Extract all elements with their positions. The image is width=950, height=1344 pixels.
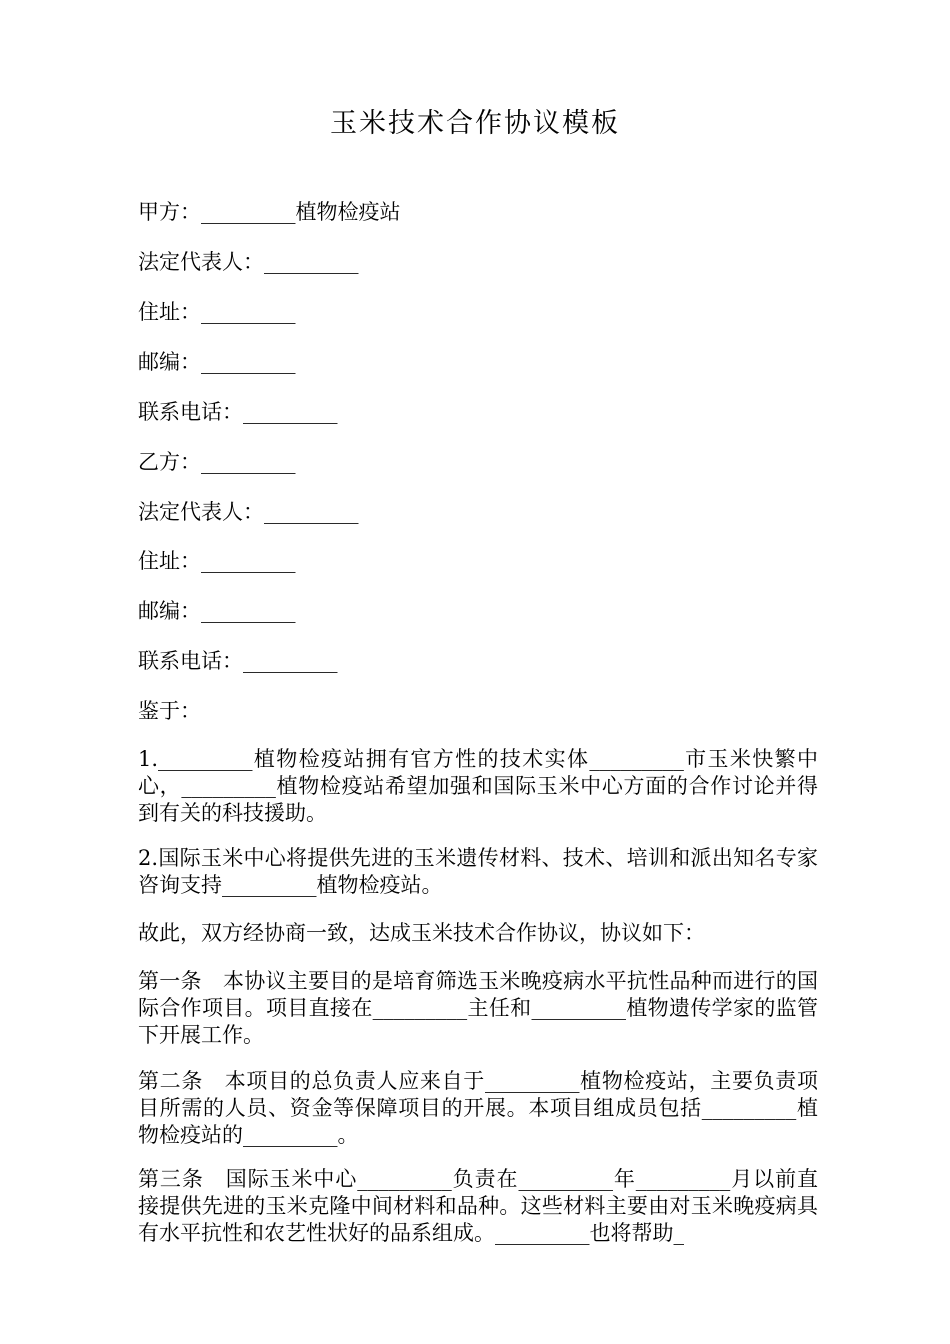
party-a-legal-rep: 法定代表人：_________ [138, 250, 359, 274]
clause-whereas-2: 2.国际玉米中心将提供先进的玉米遗传材料、技术、培训和派出知名专家咨询支持_________植物检疫站。 [138, 846, 818, 897]
clause-article-1: 第一条 本协议主要目的是培育筛选玉米晚疫病水平抗性品种而进行的国际合作项目。项目直接在_________主任和_________植物遗传学家的监管下开展工作。 [138, 969, 818, 1047]
whereas-heading: 鉴于： [138, 699, 201, 723]
clause-whereas-1: 1._________植物检疫站拥有官方性的技术实体_________市玉米快繁中心，_________植物检疫站希望加强和国际玉米中心方面的合作讨论并得到有关的科技援助。 [138, 747, 818, 825]
party-b-postcode: 邮编：_________ [138, 599, 296, 623]
party-a-address: 住址：_________ [138, 300, 296, 324]
party-b-name: 乙方：_________ [138, 450, 296, 474]
clause-article-2: 第二条 本项目的总负责人应来自于_________植物检疫站，主要负责项目所需的人员、资金等保障项目的开展。本项目组成员包括_________植物检疫站的_________。 [138, 1069, 818, 1147]
party-b-phone: 联系电话：_________ [138, 649, 338, 673]
clause-agreement-intro: 故此，双方经协商一致，达成玉米技术合作协议，协议如下： [138, 921, 705, 945]
document-title: 玉米技术合作协议模板 [330, 108, 620, 139]
clause-article-3: 第三条 国际玉米中心_________负责在_________年_________月以前直接提供先进的玉米克隆中间材料和品种。这些材料主要由对玉米晚疫病具有水平抗性和农艺性状好的品系组成。_________也将帮助_ [138, 1167, 818, 1245]
party-a-phone: 联系电话：_________ [138, 400, 338, 424]
party-b-address: 住址：_________ [138, 549, 296, 573]
party-b-legal-rep: 法定代表人：_________ [138, 500, 359, 524]
party-a-name: 甲方：_________植物检疫站 [138, 200, 401, 224]
party-a-postcode: 邮编：_________ [138, 350, 296, 374]
